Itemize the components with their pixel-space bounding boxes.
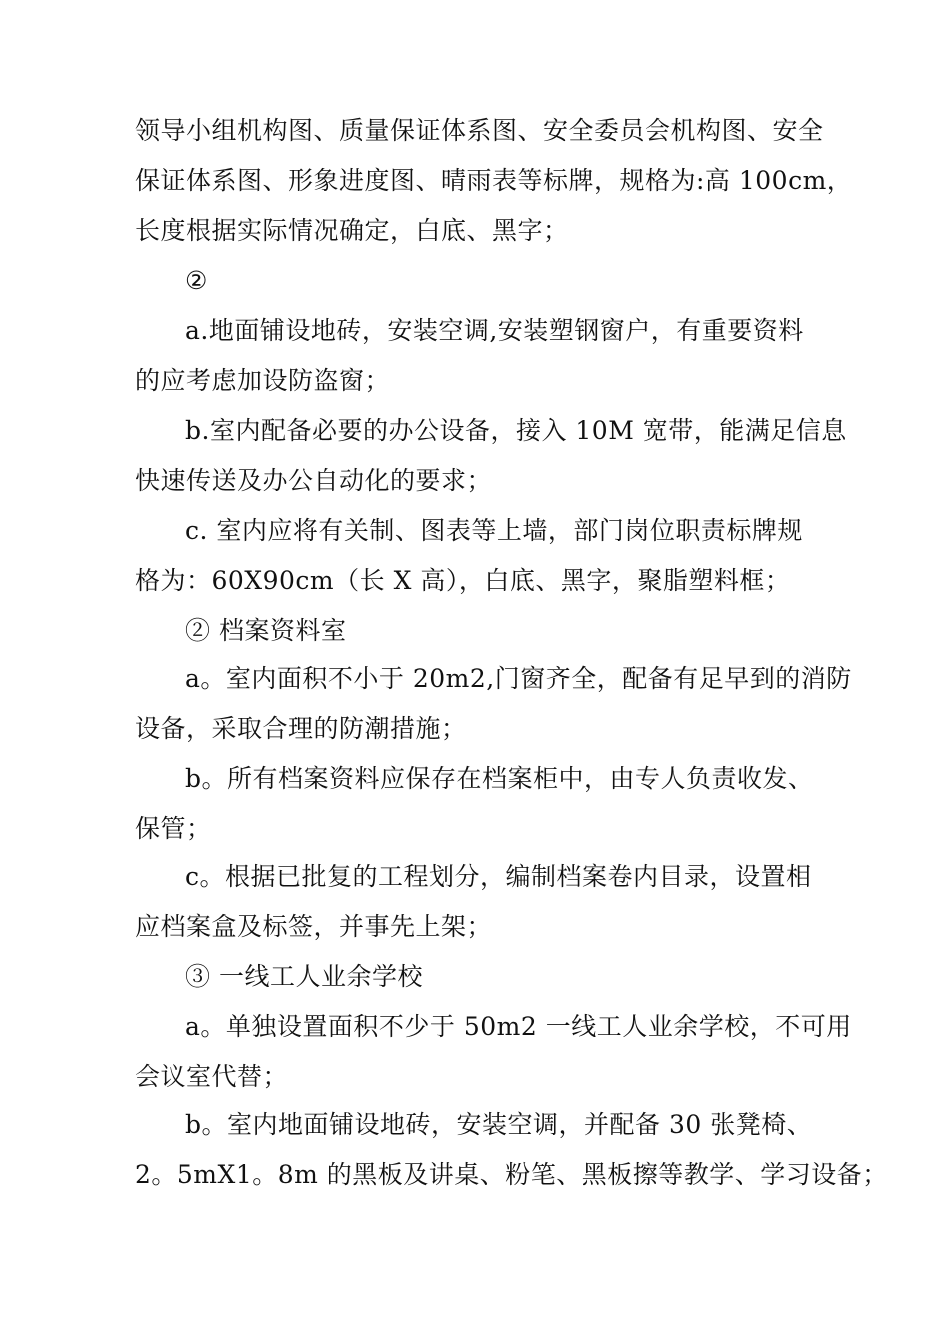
text-line: 应档案盒及标签，并事先上架； bbox=[135, 912, 493, 941]
text-line: b。所有档案资料应保存在档案柜中，由专人负责收发、 bbox=[185, 764, 814, 793]
text-line: b。室内地面铺设地砖，安装空调，并配备 30 张凳椅、 bbox=[185, 1110, 813, 1139]
text-line: a.地面铺设地砖，安装空调,安装塑钢窗户，有重要资料 bbox=[185, 316, 804, 345]
text-line: 长度根据实际情况确定，白底、黑字； bbox=[135, 216, 569, 245]
text-line: 保管； bbox=[135, 814, 212, 843]
text-line: 设备，采取合理的防潮措施； bbox=[135, 714, 467, 743]
text-line: c。根据已批复的工程划分，编制档案卷内目录，设置相 bbox=[185, 862, 812, 891]
text-line: 会议室代替； bbox=[135, 1062, 289, 1091]
text-line: 快速传送及办公自动化的要求； bbox=[135, 466, 493, 495]
text-line: 保证体系图、形象进度图、晴雨表等标牌，规格为:高 100cm， bbox=[135, 166, 853, 195]
text-line: a。单独设置面积不少于 50m2 一线工人业余学校，不可用 bbox=[185, 1012, 852, 1041]
section-heading: ③ 一线工人业余学校 bbox=[185, 962, 423, 991]
text-line: a。室内面积不小于 20m2,门窗齐全，配备有足早到的消防 bbox=[185, 664, 852, 693]
text-line: ② bbox=[185, 266, 208, 295]
text-line: 领导小组机构图、质量保证体系图、安全委员会机构图、安全 bbox=[135, 116, 824, 145]
text-line: c. 室内应将有关制、图表等上墙，部门岗位职责标牌规 bbox=[185, 516, 803, 545]
section-heading: ② 档案资料室 bbox=[185, 616, 347, 645]
text-line: 2。5mX1。8m 的黑板及讲桌、粉笔、黑板擦等教学、学习设备； bbox=[135, 1160, 888, 1189]
text-line: b.室内配备必要的办公设备，接入 10M 宽带，能满足信息 bbox=[185, 416, 847, 445]
text-line: 格为：60X90cm（长 X 高），白底、黑字，聚脂塑料框； bbox=[135, 566, 791, 595]
text-line: 的应考虑加设防盗窗； bbox=[135, 366, 391, 395]
